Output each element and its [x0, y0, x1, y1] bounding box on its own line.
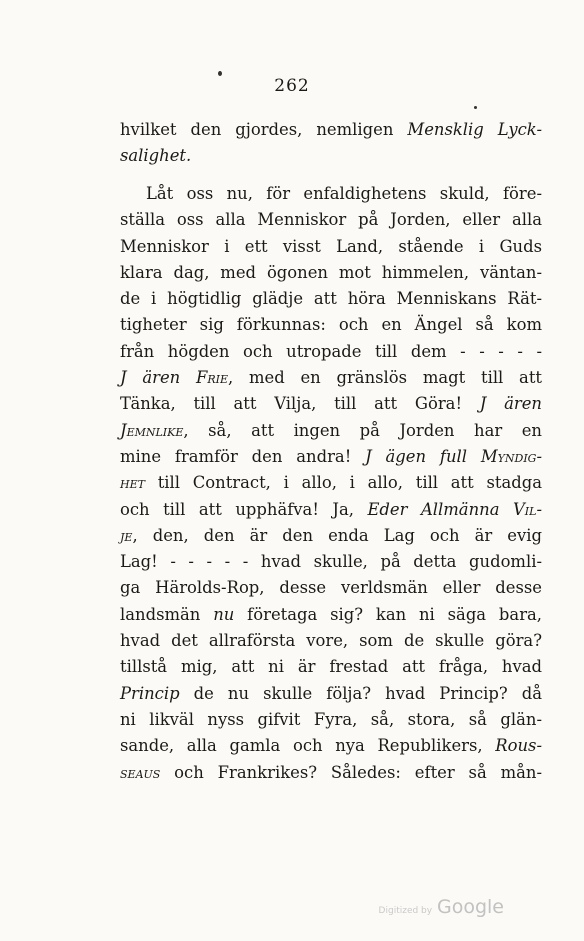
small-caps-span: Myndig- — [480, 446, 542, 466]
page-number: 262 — [274, 76, 310, 96]
small-caps-span: Frie — [195, 368, 228, 388]
italic-span: J ären — [120, 368, 196, 388]
italic-span: salighet. — [120, 146, 192, 166]
text-span: från högden och utropade till dem - - - - - — [120, 341, 542, 361]
text-span: hvad det allraförsta vore, som de skulle göra? — [120, 631, 542, 651]
text-span: de i högtidlig glädje att höra Menniskans Rät- — [120, 289, 542, 309]
text-span: klara dag, med ögonen mot himmelen, väntan- — [120, 262, 542, 282]
text-span: , den, den är den enda Lag och är evig — [132, 525, 542, 545]
text-span: landsmän — [120, 604, 214, 624]
italic-span: nu — [213, 604, 235, 624]
text-line — [120, 339, 542, 365]
text-span: till Contract, i allo, i allo, till att stadga — [144, 473, 542, 493]
text-line — [120, 654, 542, 680]
text-span: hvilket den gjordes, nemligen — [120, 120, 408, 139]
italic-span: Eder Allmänna — [367, 499, 513, 519]
text-line — [120, 733, 542, 759]
text-line — [120, 497, 542, 523]
small-caps-span: Vil- — [512, 499, 542, 519]
text-line — [120, 444, 542, 470]
text-span: Menniskor i ett visst Land, stående i Guds — [120, 236, 542, 256]
text-line — [120, 286, 542, 312]
italic-span: J ären — [479, 394, 542, 414]
text-line — [120, 549, 542, 575]
text-line — [120, 470, 542, 496]
text-span: tillstå mig, att ni är frestad att fråga, hvad — [120, 657, 542, 677]
text-span: , så, att ingen på Jorden har en — [183, 420, 542, 440]
text-span: Tänka, till att Vilja, till att Göra! — [120, 394, 480, 414]
text-line — [120, 628, 542, 654]
small-caps-span: het — [120, 473, 145, 493]
text-span: Lag! - - - - - hvad skulle, på detta gudomli- — [120, 552, 542, 572]
text-span: företaga sig? kan ni säga bara, — [234, 604, 543, 624]
text-span: ni likväl nyss gifvit Fyra, så, stora, så glän- — [120, 709, 542, 729]
text-line — [120, 234, 542, 260]
text-span: ga Härolds-Rop, desse verldsmän eller desse — [120, 578, 542, 598]
text-span: sande, alla gamla och nya Republikers, — [120, 736, 496, 756]
text-span: , med en gränslös magt till att — [228, 368, 543, 388]
italic-span: Mensklig Lyck- — [407, 120, 542, 139]
text-line — [120, 681, 542, 707]
text-line — [120, 365, 542, 391]
text-line — [120, 143, 542, 169]
watermark-brand: Google — [436, 896, 504, 918]
text-span: och Frankrikes? Således: efter så mån- — [160, 762, 542, 782]
text-line — [120, 602, 542, 628]
text-span: och till att upphäfva! Ja, — [120, 499, 368, 519]
text-block-top — [120, 117, 542, 170]
italic-span: Princip — [120, 683, 180, 703]
text-line — [120, 523, 542, 549]
italic-span: J ägen full — [365, 446, 481, 466]
small-caps-span: seaus — [120, 762, 161, 782]
ink-speck — [218, 71, 222, 76]
text-span: de nu skulle följa? hvad Princip? då — [179, 683, 542, 703]
small-caps-span: Jemnlike — [120, 420, 184, 440]
small-caps-span: je — [120, 525, 133, 545]
text-line — [120, 312, 542, 338]
text-line — [120, 418, 542, 444]
italic-span: Rous- — [495, 736, 542, 756]
text-span: mine framför den andra! — [120, 446, 366, 466]
text-span: tigheter sig förkunnas: och en Ängel så kom — [120, 315, 542, 335]
text-line — [120, 707, 542, 733]
digitized-watermark — [379, 896, 504, 918]
text-line — [120, 207, 542, 233]
watermark-prefix: Digitized by — [378, 906, 433, 916]
text-block-main — [120, 181, 542, 786]
text-span: ställa oss alla Menniskor på Jorden, eller alla — [120, 210, 542, 230]
ink-speck — [474, 106, 477, 109]
text-span: Låt oss nu, för enfaldighetens skuld, före- — [146, 184, 542, 203]
text-line — [120, 117, 542, 143]
text-line — [120, 260, 542, 286]
text-line — [120, 760, 542, 786]
text-line — [120, 391, 542, 417]
text-line — [120, 575, 542, 601]
text-line — [120, 181, 542, 207]
